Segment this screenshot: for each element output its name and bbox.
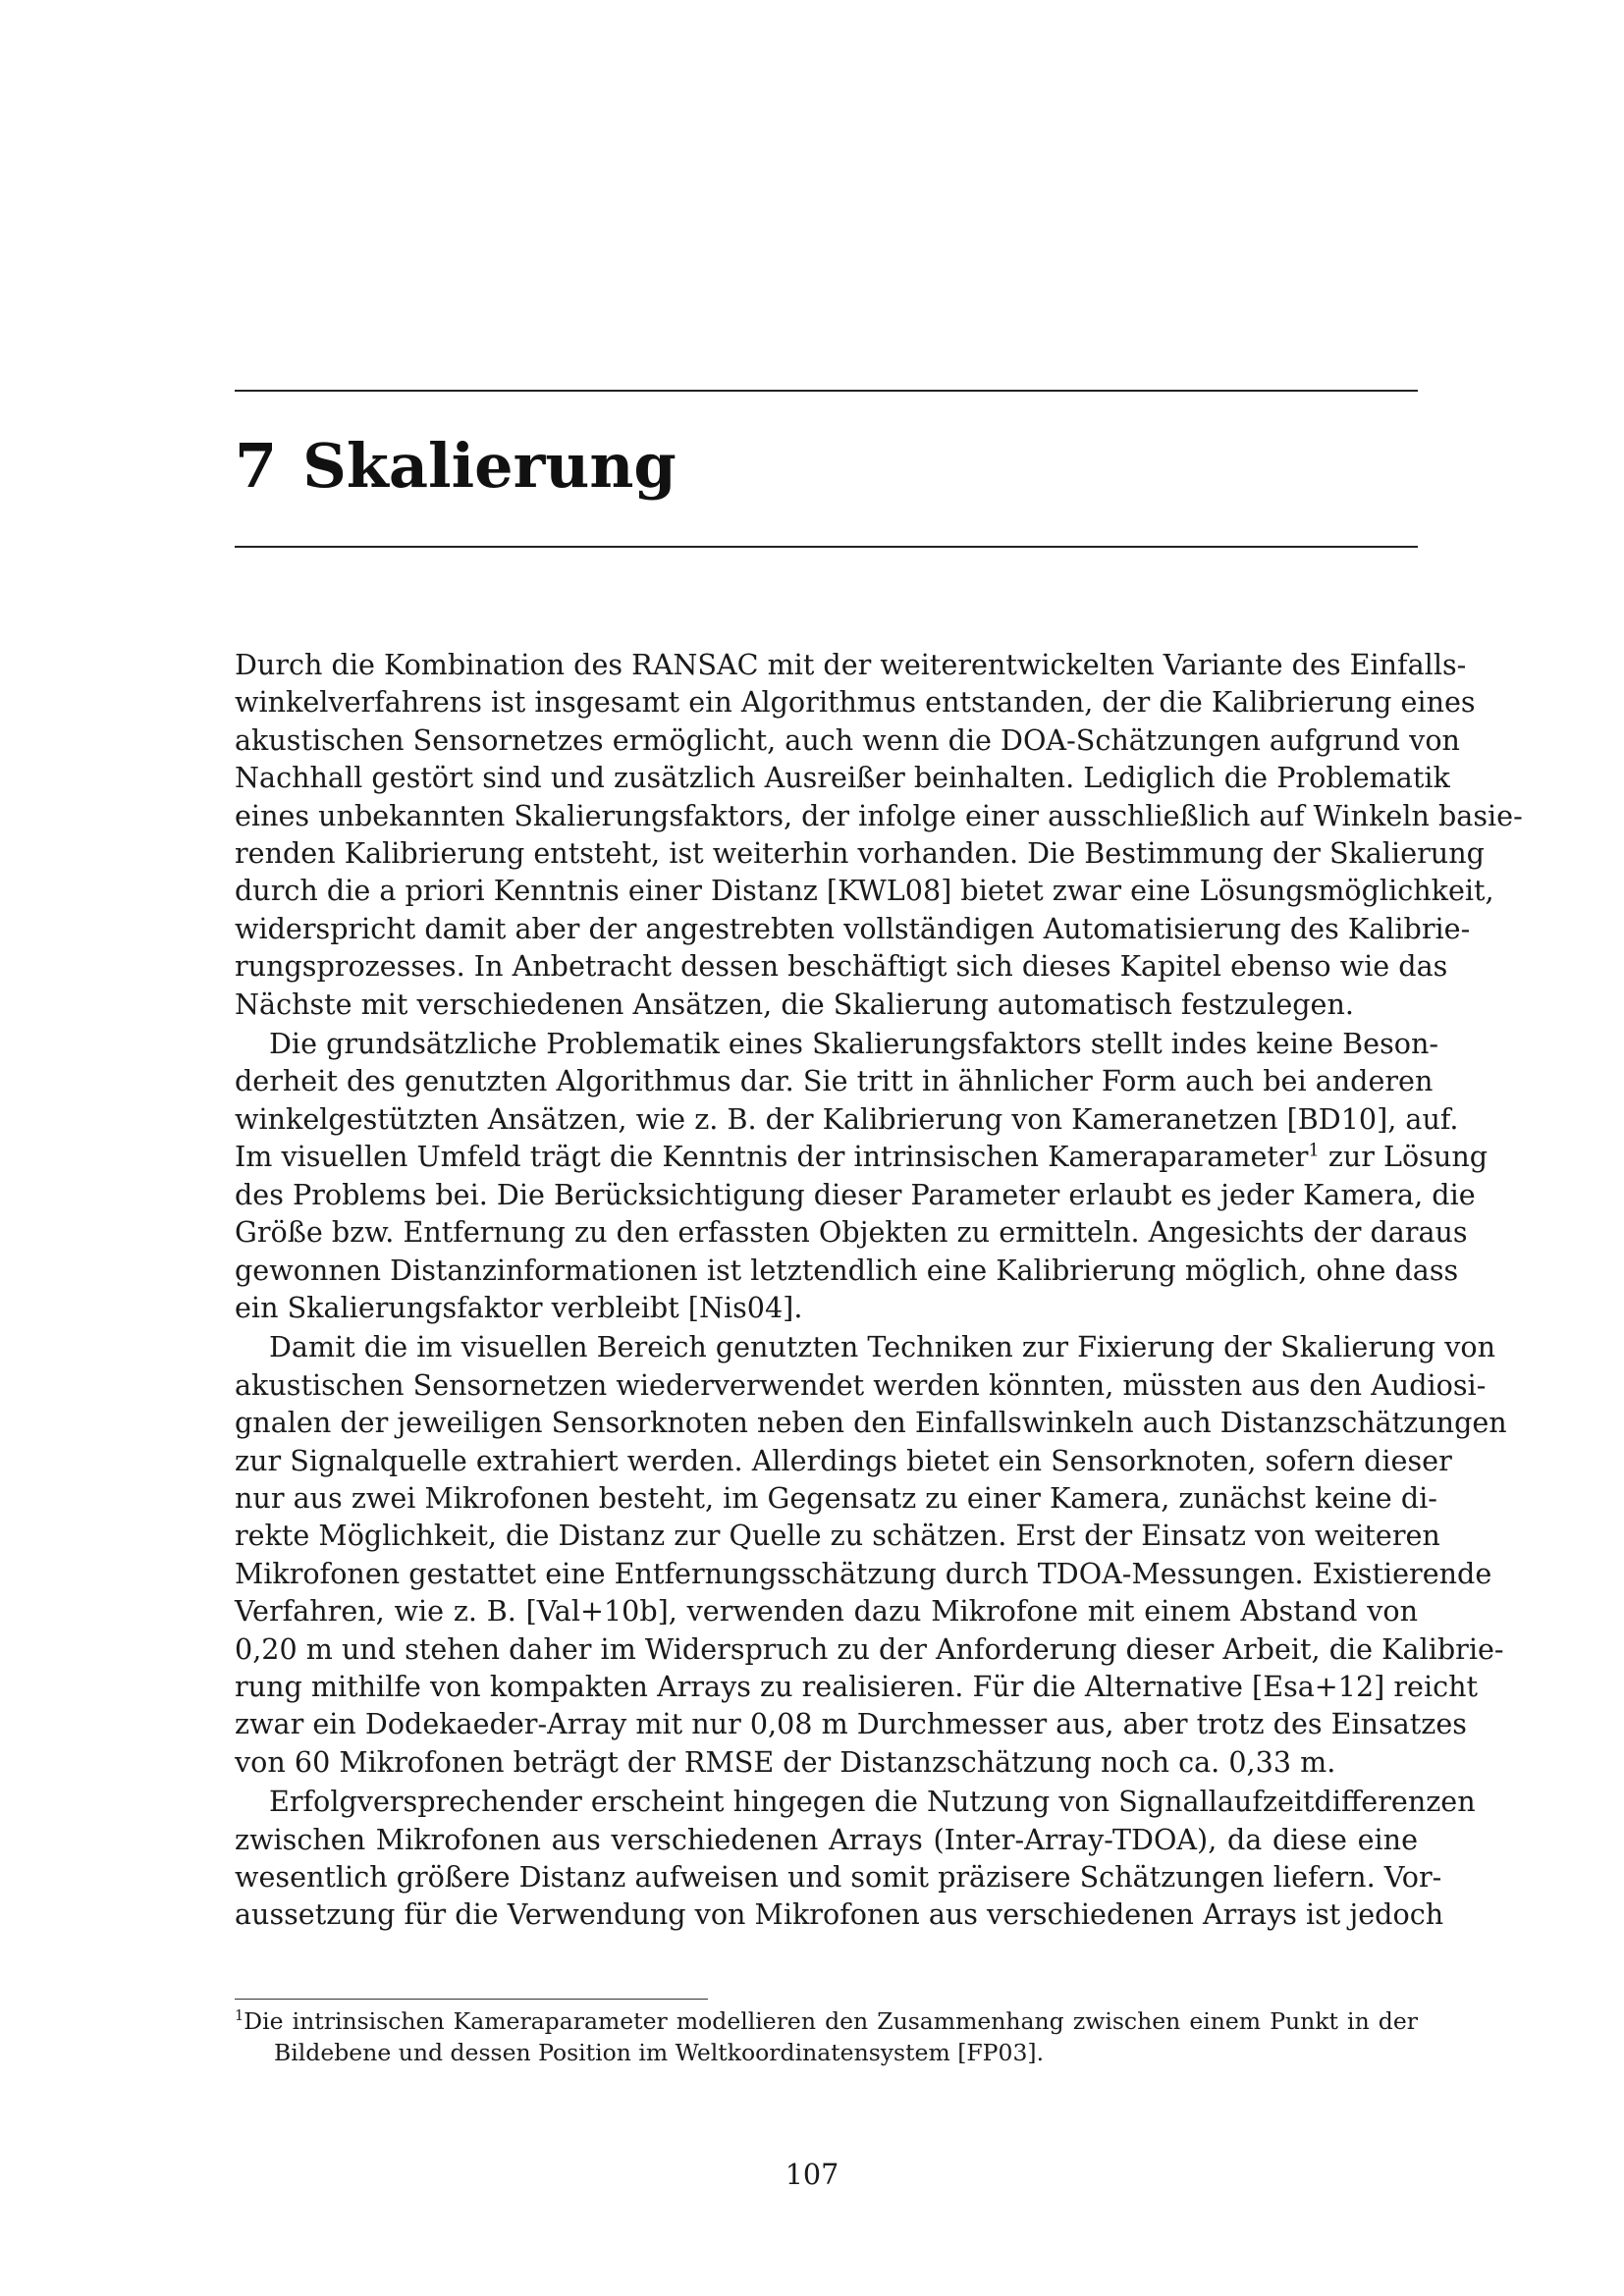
text-line: rekte Möglichkeit, die Distanz zur Quelle zu schätzen. Erst der Einsatz von weiteren (235, 1519, 1440, 1553)
text-line: von 60 Mikrofonen beträgt der RMSE der Distanzschätzung noch ca. 0,33 m. (235, 1744, 1336, 1779)
text-line: durch die a priori Kenntnis einer Distanz [KWL08] bietet zwar eine Lösungsmöglichkeit, (235, 874, 1494, 908)
text-line: zwischen Mikrofonen aus verschiedenen Arrays (Inter-Array-TDOA), da diese eine (235, 1822, 1418, 1856)
text-line: zur Signalquelle extrahiert werden. Allerdings bietet ein Sensorknoten, sofern dieser (235, 1443, 1452, 1477)
text-line: des Problems bei. Die Berücksichtigung dieser Parameter erlaubt es jeder Kamera, die (235, 1177, 1476, 1211)
chapter-rule-top (235, 390, 1418, 392)
text-line: 0,20 m und stehen daher im Widerspruch zu der Anforderung dieser Arbeit, die Kalibrie- (235, 1631, 1504, 1666)
text-line: gnalen der jeweiligen Sensorknoten neben den Einfallswinkeln auch Distanzschätzungen (235, 1406, 1507, 1440)
body-text (235, 646, 1523, 1934)
text-line: Mikrofonen gestattet eine Entfernungsschätzung durch TDOA-Messungen. Existierende (235, 1556, 1492, 1590)
text-line: Nachhall gestört sind und zusätzlich Ausreißer beinhalten. Lediglich die Problematik (235, 761, 1450, 795)
text-line: rungsprozesses. In Anbetracht dessen beschäftigt sich dieses Kapitel ebenso wie das (235, 949, 1448, 984)
text-line: Erfolgversprechender erscheint hingegen die Nutzung von Signallaufzeitdifferenzen (269, 1785, 1476, 1819)
text-line: ein Skalierungsfaktor verbleibt [Nis04]. (235, 1290, 803, 1324)
footnote-text: Die intrinsischen Kameraparameter modellieren den Zusammenhang zwischen einem Punkt in der (244, 2007, 1418, 2035)
text-line: akustischen Sensornetzen wiederverwendet werden könnten, müssten aus den Audiosi- (235, 1367, 1487, 1402)
text-line: akustischen Sensornetzes ermöglicht, auch wenn die DOA-Schätzungen aufgrund von (235, 722, 1460, 757)
text-line: renden Kalibrierung entsteht, ist weiterhin vorhanden. Die Bestimmung der Skalierung (235, 836, 1485, 871)
text-line: derheit des genutzten Algorithmus dar. Sie tritt in ähnlicher Form auch bei anderen (235, 1064, 1434, 1098)
chapter-heading (235, 427, 677, 506)
footnote (235, 2005, 1418, 2068)
text-line: aussetzung für die Verwendung von Mikrofonen aus verschiedenen Arrays ist jedoch (235, 1897, 1444, 1932)
text-line: nur aus zwei Mikrofonen besteht, im Gegensatz zu einer Kamera, zunächst keine di- (235, 1480, 1437, 1515)
text-line: Verfahren, wie z. B. [Val+10b], verwenden dazu Mikrofone mit einem Abstand von (235, 1594, 1418, 1629)
text-line: winkelgestützten Ansätzen, wie z. B. der Kalibrierung von Kameranetzen [BD10], auf. (235, 1101, 1459, 1136)
paragraph-3 (235, 1328, 1507, 1781)
text-line: Durch die Kombination des RANSAC mit der weiterentwickelten Variante des Einfalls- (235, 648, 1467, 681)
text-line-with-footnote (235, 1138, 1489, 1175)
page-number: 107 (785, 2158, 839, 2191)
text-line: Damit die im visuellen Bereich genutzten Techniken zur Fixierung der Skalierung von (269, 1330, 1496, 1364)
footnote-line (235, 2005, 1418, 2037)
text-segment: Im visuellen Umfeld trägt die Kenntnis der intrinsischen Kameraparameter (235, 1140, 1309, 1174)
paragraph-4 (235, 1783, 1476, 1934)
text-line: eines unbekannten Skalierungsfaktors, der infolge einer ausschließlich auf Winkeln basie- (235, 798, 1523, 832)
footnote-separator (235, 1999, 708, 2000)
text-segment: zur Lösung (1319, 1140, 1489, 1174)
footnote-line: Bildebene und dessen Position im Weltkoordinatensystem [FP03]. (274, 2039, 1045, 2066)
footnote-mark: 1 (235, 2007, 244, 2025)
chapter-title: Skalierung (302, 430, 677, 502)
paragraph-1 (235, 646, 1523, 1023)
footnote-reference: 1 (1308, 1141, 1320, 1161)
text-line: widerspricht damit aber der angestrebten vollständigen Automatisierung des Kalibrie- (235, 911, 1471, 945)
chapter-number: 7 (235, 430, 278, 502)
text-line: Nächste mit verschiedenen Ansätzen, die Skalierung automatisch festzulegen. (235, 987, 1354, 1021)
text-line: wesentlich größere Distanz aufweisen und somit präzisere Schätzungen liefern. Vor- (235, 1860, 1442, 1894)
text-line: Die grundsätzliche Problematik eines Skalierungsfaktors stellt indes keine Beson- (269, 1027, 1439, 1061)
chapter-rule-bottom (235, 546, 1418, 548)
text-line: Größe bzw. Entfernung zu den erfassten Objekten zu ermitteln. Angesichts der daraus (235, 1215, 1468, 1250)
paragraph-2 (235, 1025, 1489, 1326)
text-line: winkelverfahrens ist insgesamt ein Algorithmus entstanden, der die Kalibrierung eines (235, 685, 1476, 720)
text-line: rung mithilfe von kompakten Arrays zu realisieren. Für die Alternative [Esa+12] reicht (235, 1669, 1479, 1703)
text-line: zwar ein Dodekaeder-Array mit nur 0,08 m Durchmesser aus, aber trotz des Einsatzes (235, 1707, 1467, 1741)
text-line: gewonnen Distanzinformationen ist letztendlich eine Kalibrierung möglich, ohne dass (235, 1253, 1459, 1287)
